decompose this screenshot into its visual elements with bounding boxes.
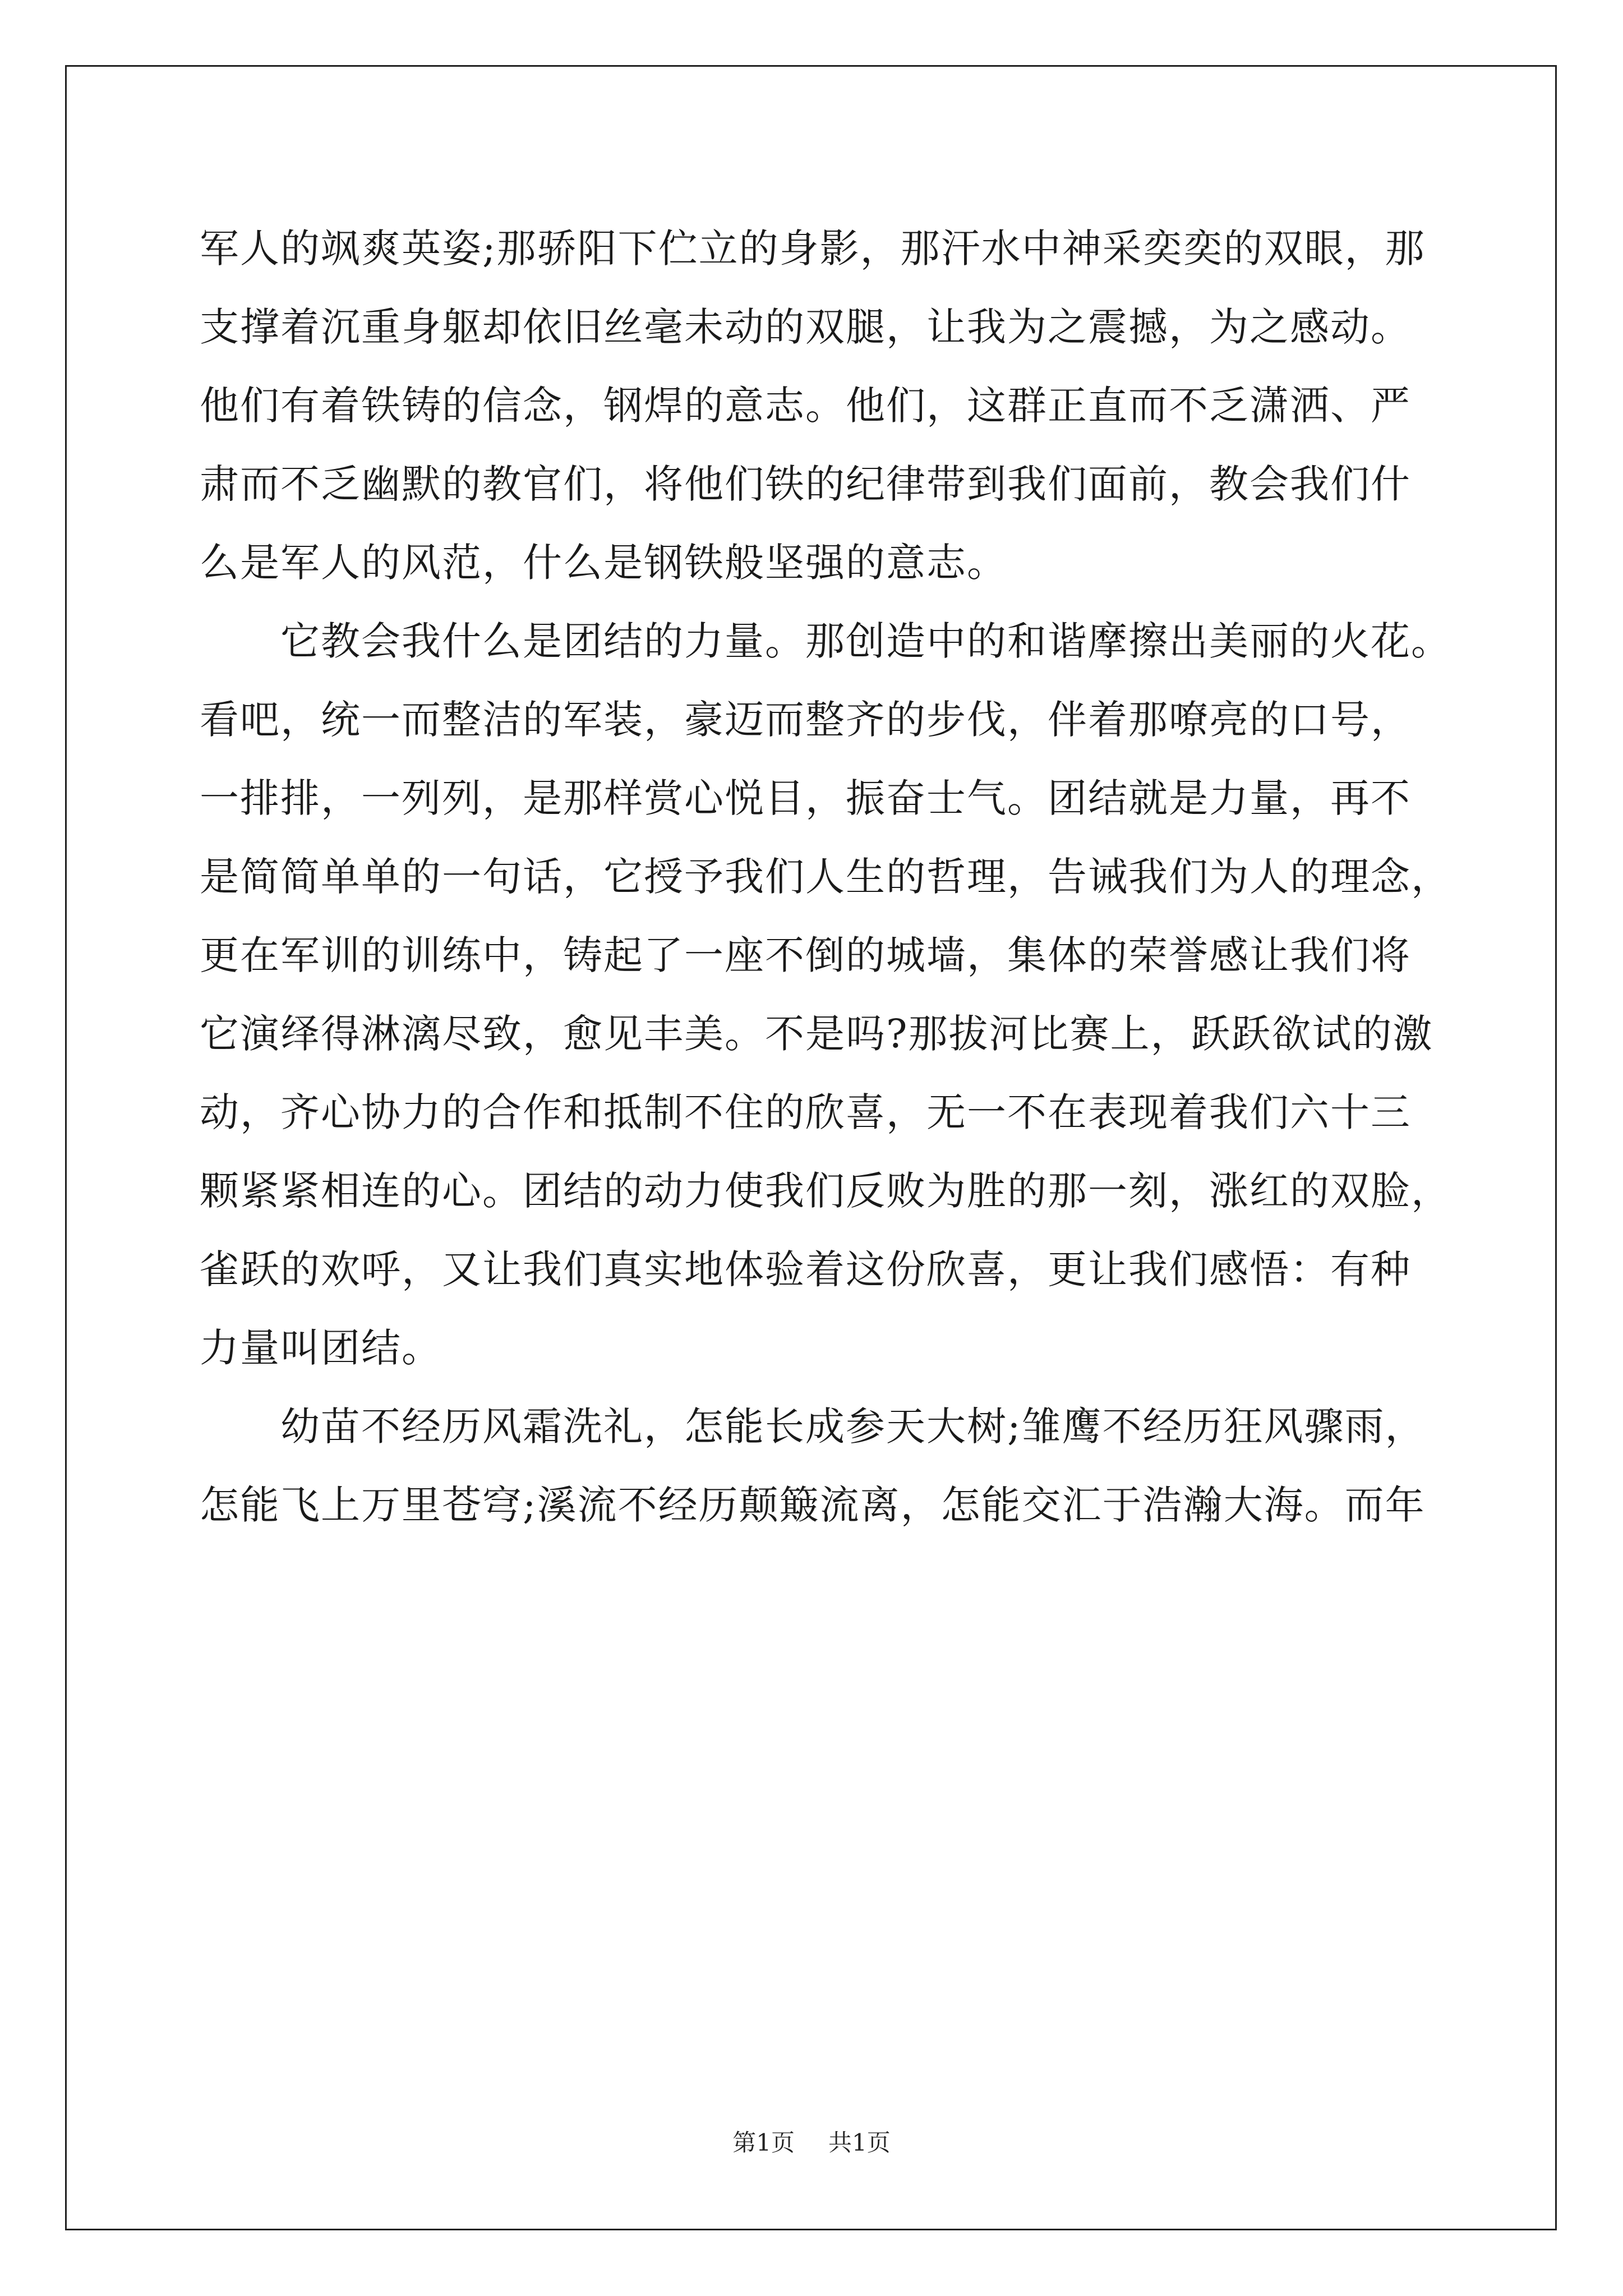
- text-line: 看吧，统一而整洁的军装，豪迈而整齐的步伐，伴着那嘹亮的口号，: [200, 697, 1411, 743]
- text-line: 动，齐心协力的合作和抵制不住的欣喜，无一不在表现着我们六十三: [200, 1089, 1411, 1135]
- text-line: 他们有着铁铸的信念，钢焊的意志。他们，这群正直而不乏潇洒、严: [200, 383, 1411, 429]
- page-number-total: 共1页: [828, 2129, 891, 2156]
- text-line: 颗紧紧相连的心。团结的动力使我们反败为胜的那一刻，涨红的双脸，: [200, 1168, 1451, 1214]
- text-line: 么是军人的风范，什么是钢铁般坚强的意志。: [200, 540, 1007, 586]
- text-line: 雀跃的欢呼，又让我们真实地体验着这份欣喜，更让我们感悟：有种: [200, 1246, 1411, 1292]
- text-line: 军人的飒爽英姿;那骄阳下伫立的身影，那汗水中神采奕奕的双眼，那: [200, 226, 1426, 272]
- paragraph-first-line: 幼苗不经历风霜洗礼，怎能长成参天大树;雏鹰不经历狂风骤雨，: [280, 1404, 1426, 1450]
- text-line: 更在军训的训练中，铸起了一座不倒的城墙，集体的荣誉感让我们将: [200, 932, 1411, 978]
- text-line: 力量叫团结。: [200, 1325, 442, 1371]
- text-line: 是简简单单的一句话，它授予我们人生的哲理，告诫我们为人的理念，: [200, 854, 1451, 900]
- text-line: 它演绎得淋漓尽致，愈见丰美。不是吗?那拔河比赛上，跃跃欲试的激: [200, 1011, 1433, 1057]
- text-line: 肃而不乏幽默的教官们，将他们铁的纪律带到我们面前，教会我们什: [200, 461, 1411, 507]
- page-number-current: 第1页: [732, 2129, 795, 2156]
- text-line: 怎能飞上万里苍穹;溪流不经历颠簸流离，怎能交汇于浩瀚大海。而年: [200, 1482, 1426, 1528]
- paragraph-first-line: 它教会我什么是团结的力量。那创造中的和谐摩擦出美丽的火花。: [280, 618, 1451, 664]
- text-line: 一排排，一列列，是那样赏心悦目，振奋士气。团结就是力量，再不: [200, 775, 1411, 821]
- page-footer: [0, 2126, 1623, 2160]
- text-line: 支撑着沉重身躯却依旧丝毫未动的双腿，让我为之震撼，为之感动。: [200, 304, 1411, 350]
